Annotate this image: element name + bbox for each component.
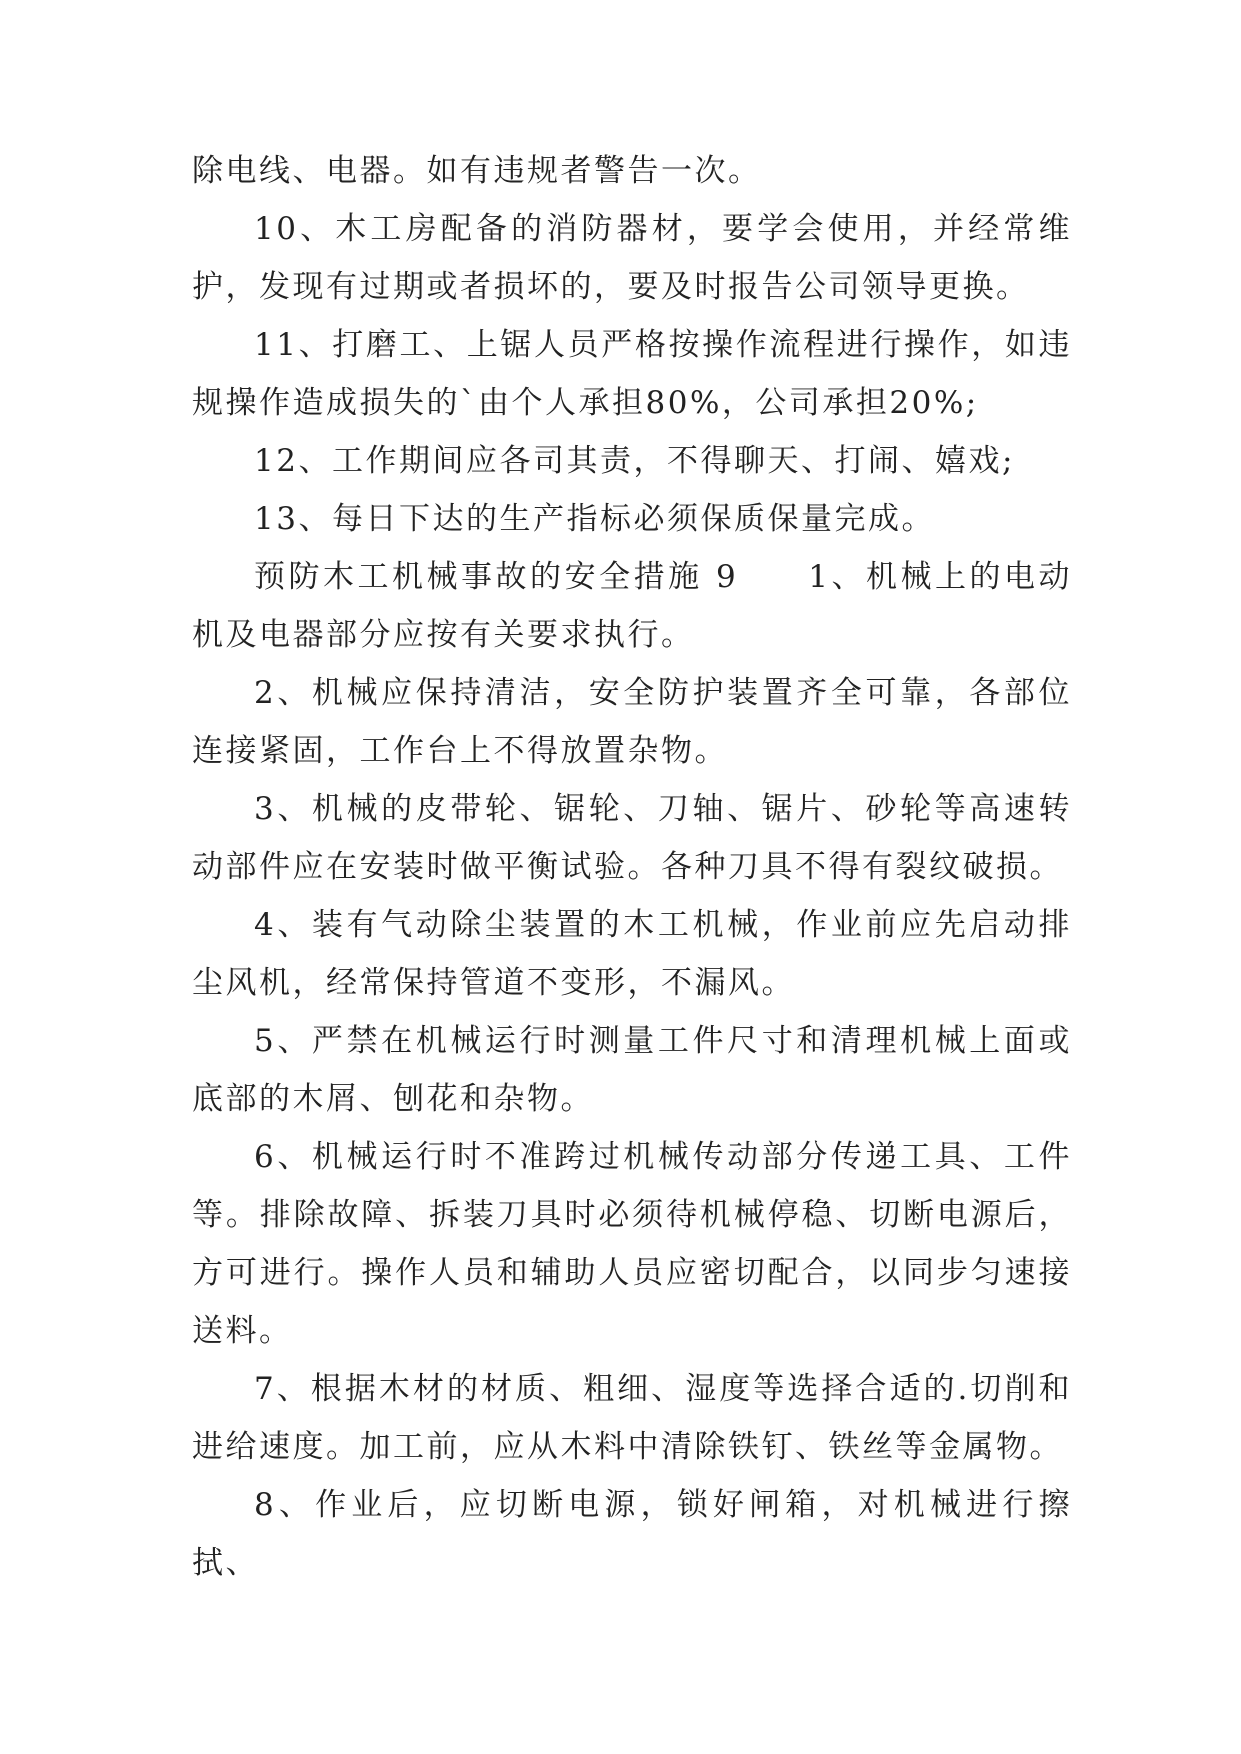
- rule-item-13: 13、每日下达的生产指标必须保质保量完成。: [254, 501, 935, 537]
- safety-item-3: 3、机械的皮带轮、锯轮、刀轴、锯片、砂轮等高速转动部件应在安装时做平衡试验。各种刀具不得有裂纹破损。: [192, 791, 1072, 885]
- rule-item-10: 10、木工房配备的消防器材，要学会使用，并经常维护，发现有过期或者损坏的，要及时报告公司领导更换。: [192, 211, 1072, 305]
- document-page: [192, 142, 1072, 1592]
- paragraph-continuation: 除电线、电器。如有违规者警告一次。: [192, 153, 762, 189]
- rule-item-12: 12、工作期间应各司其责，不得聊天、打闹、嬉戏;: [254, 443, 1015, 479]
- safety-item-5: 5、严禁在机械运行时测量工件尺寸和清理机械上面或底部的木屑、刨花和杂物。: [192, 1023, 1072, 1117]
- safety-item-8: 8、作业后，应切断电源，锁好闸箱，对机械进行擦拭、: [192, 1487, 1072, 1581]
- safety-item-7: 7、根据木材的材质、粗细、湿度等选择合适的.切削和进给速度。加工前，应从木料中清除铁钉、铁丝等金属物。: [192, 1371, 1072, 1465]
- rule-item-11: 11、打磨工、上锯人员严格按操作流程进行操作，如违规操作造成损失的`由个人承担80%，公司承担20%;: [192, 327, 1072, 421]
- section-heading-safety-measure-item-1: 预防木工机械事故的安全措施 9 1、机械上的电动机及电器部分应按有关要求执行。: [192, 559, 1072, 653]
- safety-item-6: 6、机械运行时不准跨过机械传动部分传递工具、工件等。排除故障、拆装刀具时必须待机械停稳、切断电源后，方可进行。操作人员和辅助人员应密切配合，以同步匀速接送料。: [192, 1139, 1072, 1349]
- safety-item-4: 4、装有气动除尘装置的木工机械，作业前应先启动排尘风机，经常保持管道不变形，不漏风。: [192, 907, 1072, 1001]
- safety-item-2: 2、机械应保持清洁，安全防护装置齐全可靠，各部位连接紧固，工作台上不得放置杂物。: [192, 675, 1072, 769]
